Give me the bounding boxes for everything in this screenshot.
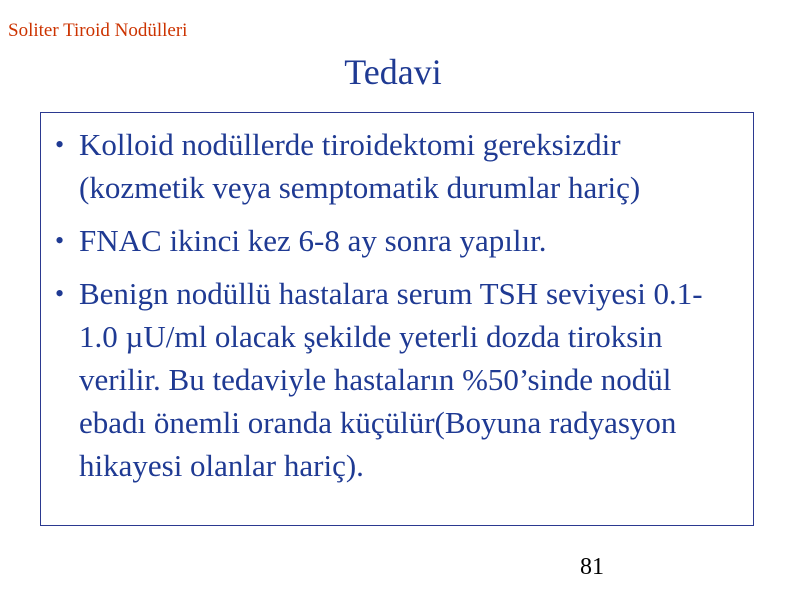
bullet-item (55, 219, 735, 262)
bullet-item (55, 123, 735, 209)
content-box (40, 112, 754, 526)
bullet-dot-icon: • (55, 130, 65, 159)
bullet-list (41, 113, 753, 487)
slide-title: Tedavi (344, 52, 442, 92)
bullet-dot-icon: • (55, 226, 65, 255)
bullet-text: FNAC ikinci kez 6-8 ay sonra yapılır. (79, 223, 547, 258)
bullet-text: Benign nodüllü hastalara serum TSH seviyesi 0.1-1.0 µU/ml olacak şekilde yeterli dozda tiroksin verilir. Bu tedaviyle hastaların %50’sinde nodül ebadı önemli oranda küçülür(Boyuna radyasyon hikayesi olanlar hariç). (79, 276, 703, 483)
section-header: Soliter Tiroid Nodülleri (8, 20, 188, 41)
bullet-text: Kolloid nodüllerde tiroidektomi gereksizdir (kozmetik veya semptomatik durumlar hariç) (79, 127, 641, 205)
page-number: 81 (580, 554, 604, 580)
bullet-dot-icon: • (55, 279, 65, 308)
bullet-item (55, 272, 735, 487)
